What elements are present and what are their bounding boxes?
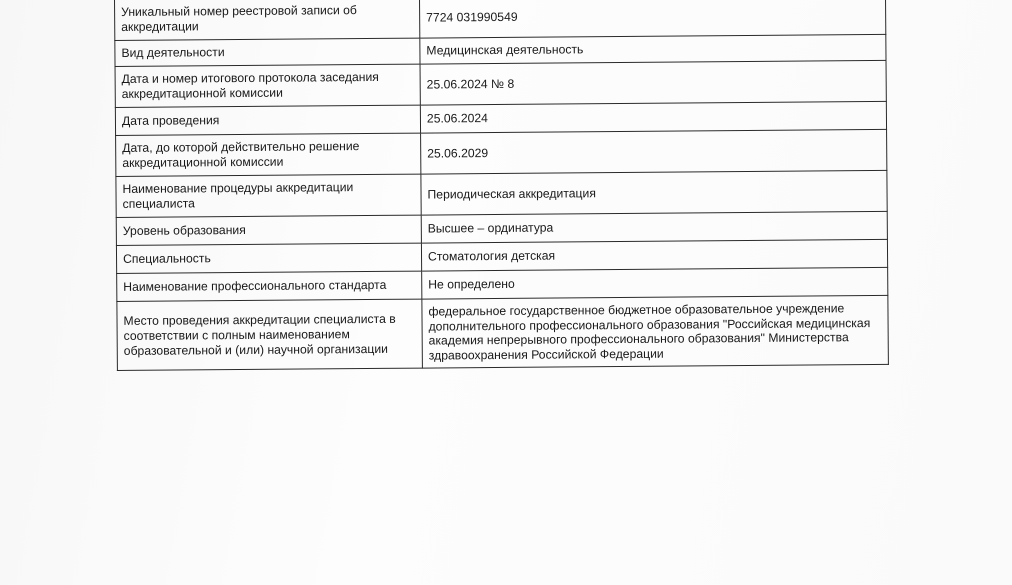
field-label: Наименование профессионального стандарта xyxy=(117,271,422,301)
field-label: Уникальный номер реестровой записи об аккредитации xyxy=(115,0,420,40)
field-label: Уровень образования xyxy=(116,215,421,245)
field-value: Высшее – ординатура xyxy=(421,211,887,243)
field-label: Наименование процедуры аккредитации специалиста xyxy=(116,174,421,217)
field-value: 7724 031990549 xyxy=(419,0,885,38)
field-value: Периодическая аккредитация xyxy=(421,170,887,215)
field-label: Дата и номер итогового протокола заседания аккредитационной комиссии xyxy=(115,64,420,107)
field-label: Дата, до которой действительно решение аккредитационной комиссии xyxy=(116,133,421,176)
table-row-procedure-name xyxy=(116,170,887,217)
table-row-valid-until xyxy=(116,129,887,176)
field-label: Место проведения аккредитации специалиста в соответствии с полным наименованием образовательной и (или) научной организации xyxy=(117,299,422,370)
table-row-venue xyxy=(117,295,889,370)
field-value: Не определено xyxy=(422,267,888,299)
field-value: федеральное государственное бюджетное образовательное учреждение дополнительного профессионального образования "Российская медицинская академия непрерывного профессионального образования" Министерства здравоохранения Российской Федерации xyxy=(422,295,889,368)
accreditation-record-table xyxy=(114,0,889,371)
field-label: Вид деятельности xyxy=(115,38,420,66)
field-value: 25.06.2029 xyxy=(421,129,887,174)
field-value: Стоматология детская xyxy=(421,239,887,271)
field-label: Специальность xyxy=(116,243,421,273)
field-value: 25.06.2024 xyxy=(420,101,886,133)
field-value: 25.06.2024 № 8 xyxy=(420,60,886,105)
table-row-protocol xyxy=(115,60,886,107)
field-value: Медицинская деятельность xyxy=(420,34,886,64)
field-label: Дата проведения xyxy=(115,105,420,135)
